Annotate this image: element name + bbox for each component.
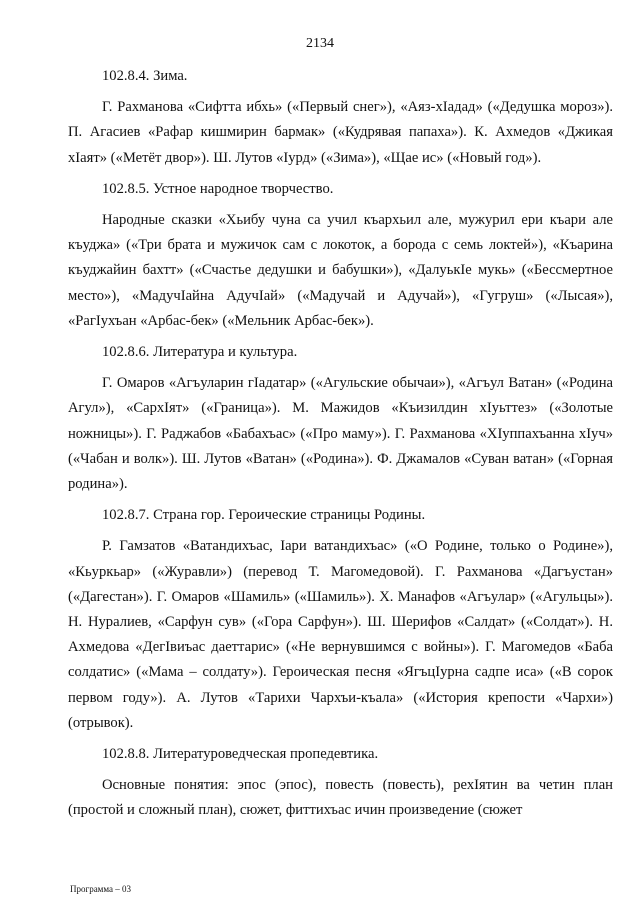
page-number: 2134 xyxy=(306,36,334,51)
section-text-mountains: Р. Гамзатов «Ватандихъас, Iари ватандихъас» («О Родине, только о Родине»), «Кьуркьар» («Журавли») (перевод Т. Магомедовой). Г. Рахманова «Дагъустан» («Дагестан»). Г. Омаров «Шамиль» («Шамиль»). Х. Манафов «Агъулар» («Агульцы»). Н. Нуралиев, «Сарфун сув» («Гора Сарфун»). Ш. Шерифов «Салдат» («Солдат»). Н. Ахмедова «ДегIвиъас даеттарис» («Не вернувшимся с войны»). Г. Магомедов «Баба солдатис» («Мама – солдату»). Героическая песня «ЯгъцIурна садпе иса» («В сорок первом году»). А. Лутов «Тарихи Чархъи-къала» («История крепости «Чархи») (отрывок). xyxy=(68,538,613,731)
section-heading-propaedeutics: 102.8.8. Литературоведческая пропедевтика. xyxy=(102,746,379,763)
page-footer: Программа – 03 xyxy=(70,884,132,894)
section-text-literature: Г. Омаров «Агъуларин гIадатар» («Агульские обычаи»), «Агъул Ватан» («Родина Агул»), «СархIят» («Граница»). М. Мажидов «Къизилдин хIуьттез» («Золотые ножницы»). Г. Раджабов «Бабахъас» («Про маму»). Г. Рахманова «ХIуппахъанна хIуч» («Чабан и волк»). Ш. Лутов «Ватан» («Родина»). Ф. Джамалов «Суван ватан» («Горная родина»). xyxy=(68,375,613,493)
section-heading-mountains: 102.8.7. Страна гор. Героические страницы Родины. xyxy=(102,507,426,524)
section-text-folk: Народные сказки «Хьибу чуна са учил къархьил але, мужурил ери къари але къуджа» («Три брата и мужичок сам с локоток, а борода с семь локтей»), «Къарина къуджайин бахтт» («Счастье дедушки и бабушки»), «ДалуькIе мукь» («Бессмертное место»), «МадучIайна АдучIай» («Мадучай и Адучай»), «Гугруш» («Лысая»), «РагIухъан «Арбас-бек» («Мельник Арбас-бек»). xyxy=(68,212,613,329)
document-body xyxy=(68,64,613,824)
section-heading-zima: 102.8.4. Зима. xyxy=(102,68,188,84)
section-text-propaedeutics: Основные понятия: эпос (эпос), повесть (повесть), рехIятин ва четин план (простой и сложный план), сюжет, фиттихъас ичин произведение (сюжет xyxy=(68,777,613,819)
section-text-zima: Г. Рахманова «Сифтта ибхь» («Первый снег»), «Аяз-хIадад» («Дедушка мороз»). П. Агасиев «Рафар кишмирин бармак» («Кудрявая папаха»). К. Ахмедов «Джикая хIаят» («Метёт двор»). Ш. Лутов «Iурд» («Зима»), «Щае ис» («Новый год»). xyxy=(68,99,613,166)
section-heading-literature: 102.8.6. Литература и культура. xyxy=(102,344,298,361)
section-heading-folk: 102.8.5. Устное народное творчество. xyxy=(102,180,334,197)
